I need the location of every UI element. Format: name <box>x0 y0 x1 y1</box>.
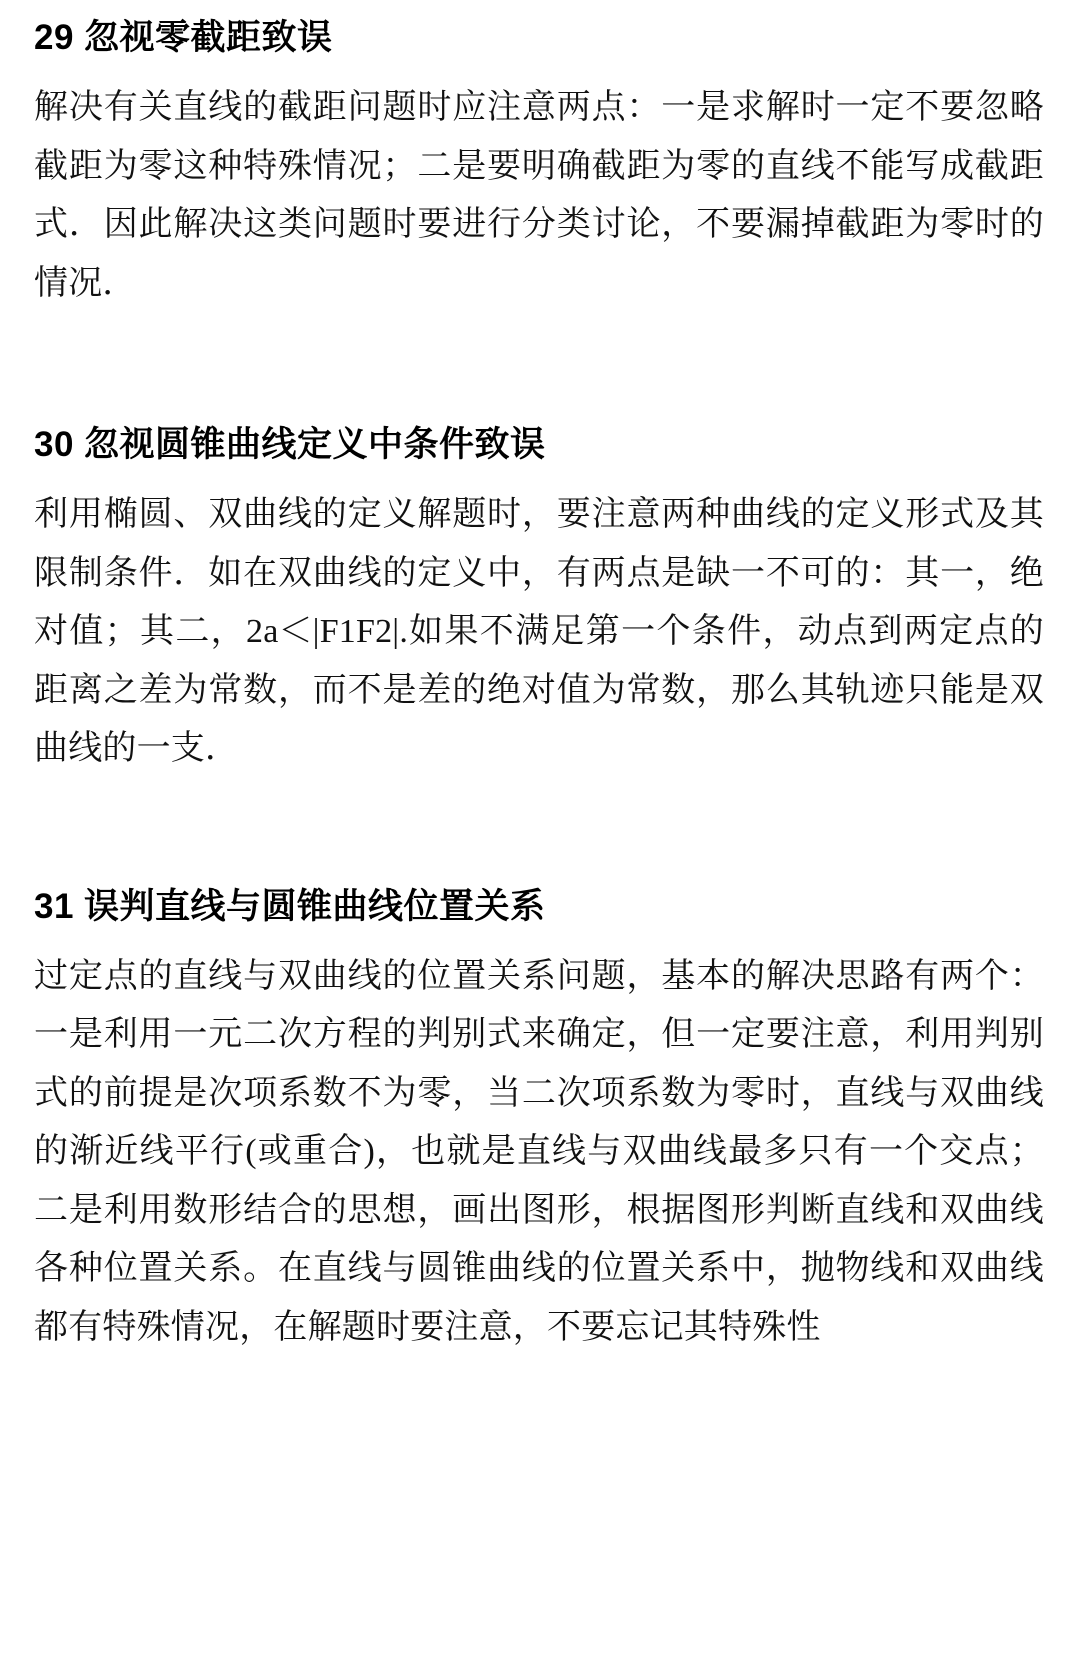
section-30-title: 忽视圆锥曲线定义中条件致误 <box>83 425 546 465</box>
section-31 <box>34 883 1044 1358</box>
section-31-body: 过定点的直线与双曲线的位置关系问题，基本的解决思路有两个：一是利用一元二次方程的判别式来确定，但一定要注意，利用判别式的前提是次项系数不为零，当二次项系数为零时，直线与双曲线的渐近线平行(或重合)，也就是直线与双曲线最多只有一个交点；二是利用数形结合的思想，画出图形，根据图形判断直线和双曲线各种位置关系。在直线与圆锥曲线的位置关系中，抛物线和双曲线都有特殊情况，在解题时要注意，不要忘记其特殊性 <box>34 957 1044 1346</box>
section-31-number: 31 <box>34 886 74 926</box>
section-31-title: 误判直线与圆锥曲线位置关系 <box>83 886 546 926</box>
section-31-heading <box>34 883 1044 930</box>
section-30-body: 利用椭圆、双曲线的定义解题时，要注意两种曲线的定义形式及其限制条件．如在双曲线的定义中，有两点是缺一不可的：其一，绝对值；其二，2a＜|F1F2|.如果不满足第一个条件，动点到两定点的距离之差为常数，而不是差的绝对值为常数，那么其轨迹只能是双曲线的一支． <box>34 496 1044 768</box>
section-30 <box>34 421 1044 779</box>
section-spacer-1 <box>34 347 1044 421</box>
section-29-heading <box>34 14 1044 61</box>
section-30-heading <box>34 421 1044 468</box>
section-30-number: 30 <box>34 425 74 465</box>
section-29-title: 忽视零截距致误 <box>83 18 333 57</box>
section-29 <box>34 14 1044 313</box>
section-29-body: 解决有关直线的截距问题时应注意两点：一是求解时一定不要忽略截距为零这种特殊情况；二是要明确截距为零的直线不能写成截距式．因此解决这类问题时要进行分类讨论，不要漏掉截距为零时的情况． <box>34 89 1044 302</box>
section-29-number: 29 <box>34 18 74 57</box>
section-spacer-2 <box>34 813 1044 883</box>
